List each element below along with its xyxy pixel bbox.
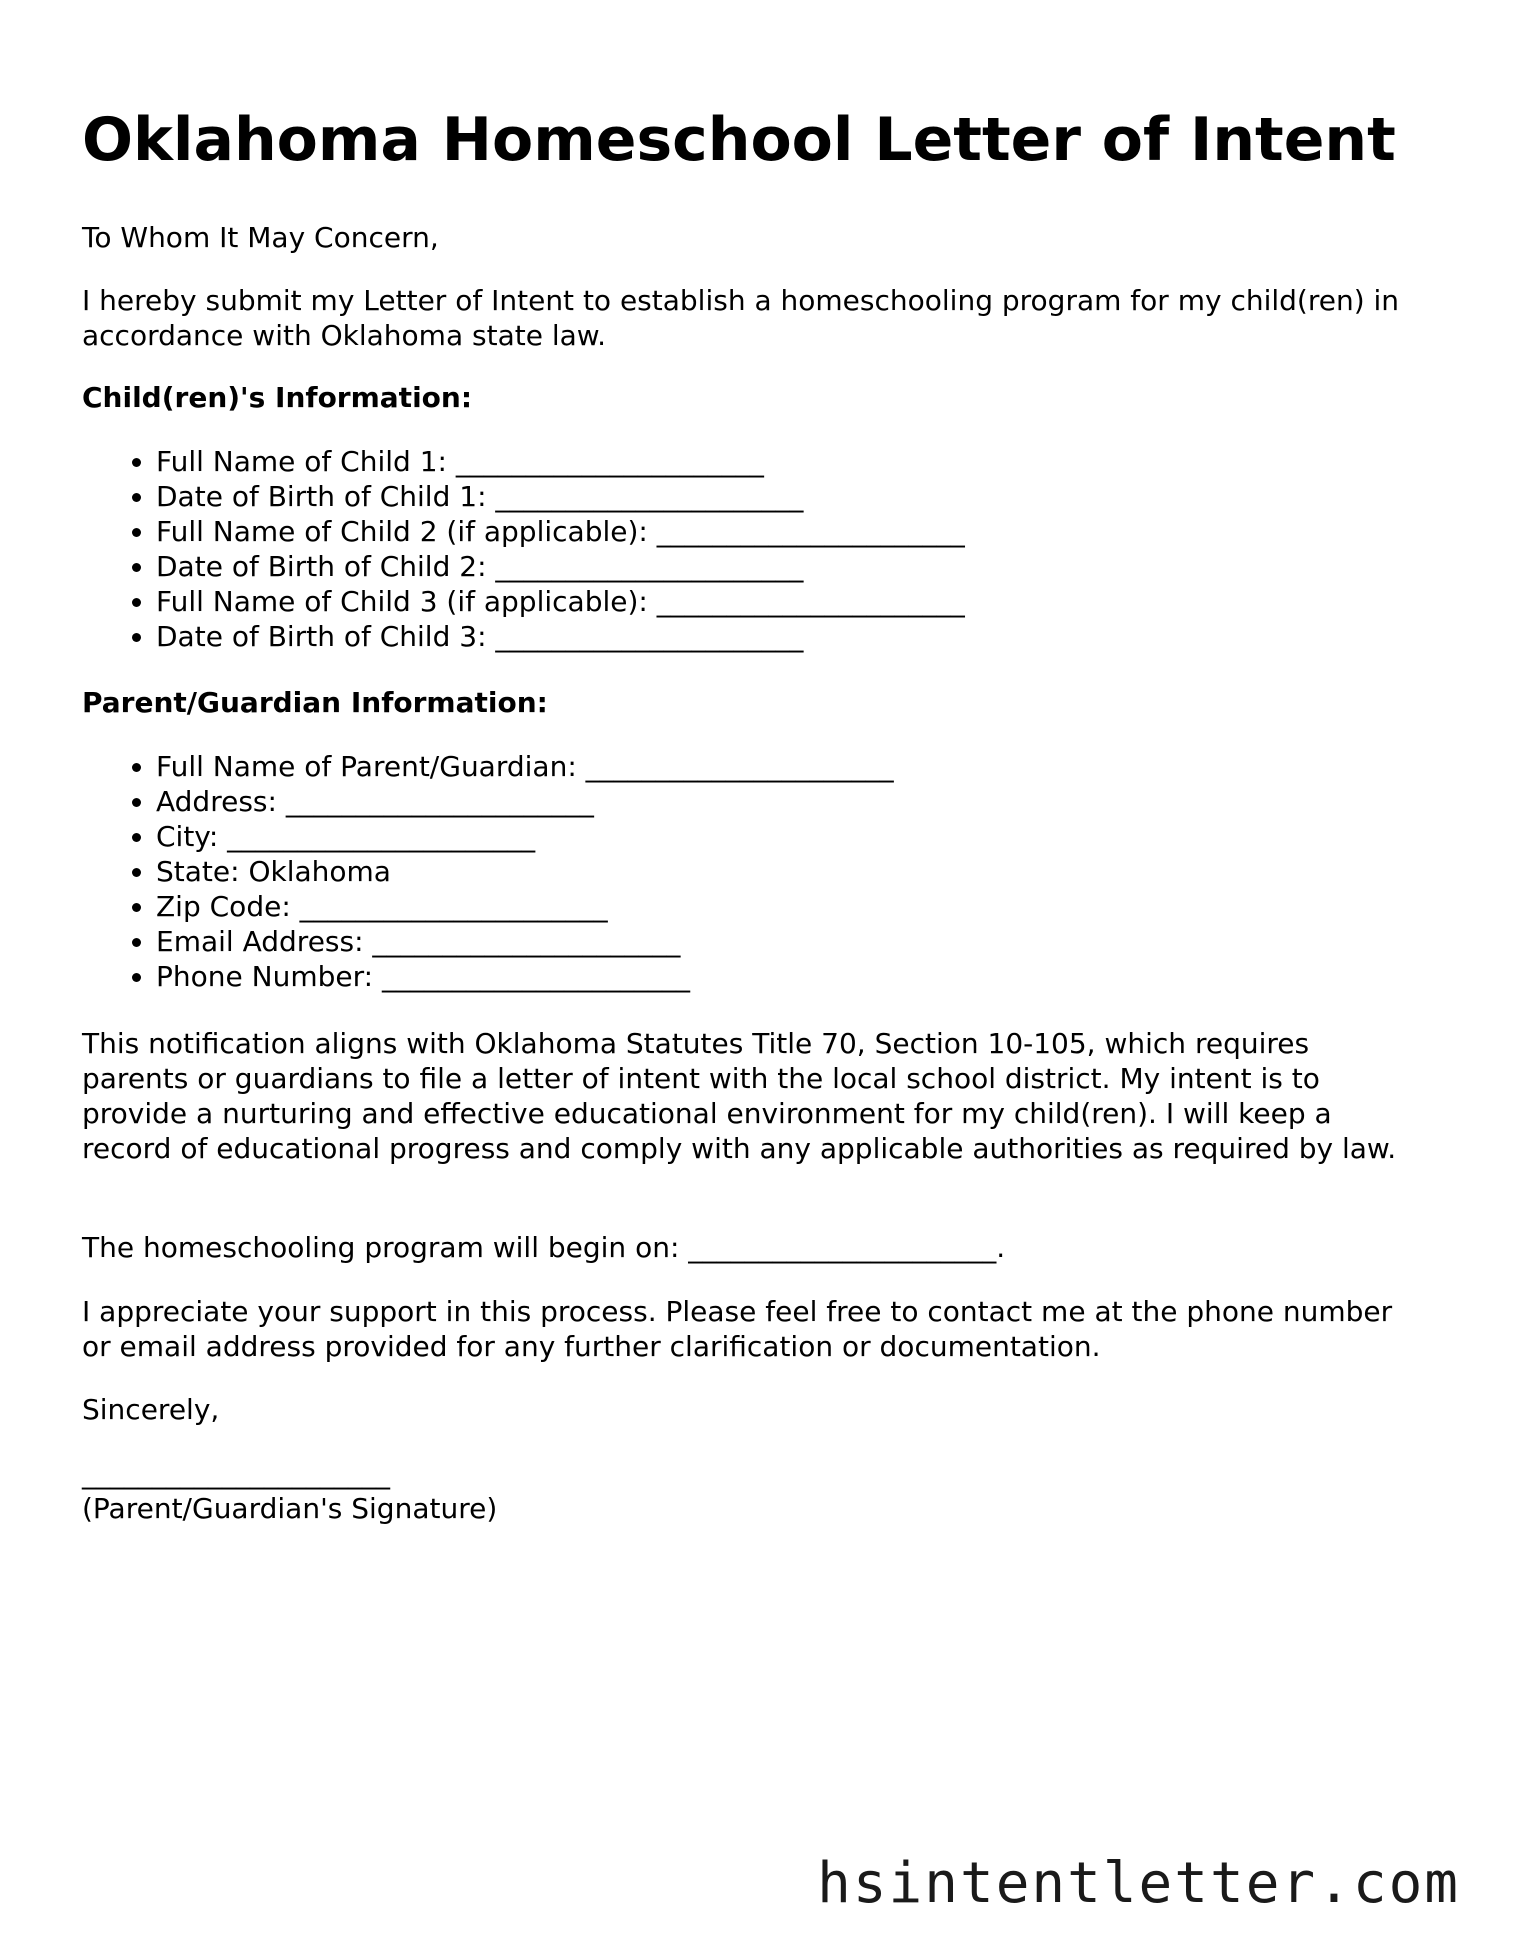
- intro-paragraph: I hereby submit my Letter of Intent to establish a homeschooling program for my child(ren) in accordance with Oklahoma state law.: [82, 284, 1400, 352]
- page-title: Oklahoma Homeschool Letter of Intent: [82, 105, 1396, 175]
- list-item-city: • City: ______________________: [156, 819, 894, 854]
- children-info-list: [82, 444, 965, 654]
- list-item-child1-name: • Full Name of Child 1: ______________________: [156, 444, 965, 479]
- list-item-parent-name: • Full Name of Parent/Guardian: ______________________: [156, 749, 894, 784]
- appreciation-paragraph: I appreciate your support in this process. Please feel free to contact me at the phone number or email address provided for any further clarification or documentation.: [82, 1295, 1393, 1363]
- parent-info-list: [82, 749, 894, 994]
- list-item-email: • Email Address: ______________________: [156, 924, 894, 959]
- list-item-child2-dob: • Date of Birth of Child 2: ______________________: [156, 549, 965, 584]
- list-item-state: • State: Oklahoma: [156, 854, 894, 889]
- list-item-child1-dob: • Date of Birth of Child 1: ______________________: [156, 479, 965, 514]
- closing: Sincerely,: [82, 1393, 220, 1426]
- list-item-child2-name: • Full Name of Child 2 (if applicable): ______________________: [156, 514, 965, 549]
- begin-date-line: The homeschooling program will begin on: ______________________.: [82, 1231, 1006, 1264]
- salutation: To Whom It May Concern,: [82, 221, 439, 254]
- list-item-address: • Address: ______________________: [156, 784, 894, 819]
- notification-paragraph: This notification aligns with Oklahoma Statutes Title 70, Section 10-105, which requires parents or guardians to file a letter of intent with the local school district. My intent is to provide a nurturing and effective educational environment for my child(ren). I will keep a record of educational progress and comply with any applicable authorities as required by law.: [82, 1027, 1397, 1165]
- footer-brand: hsintentletter.com: [817, 1851, 1460, 1916]
- list-item-zip: • Zip Code: ______________________: [156, 889, 894, 924]
- list-item-child3-name: • Full Name of Child 3 (if applicable): ______________________: [156, 584, 965, 619]
- signature-blank: ______________________: [82, 1457, 390, 1490]
- children-section-heading: Child(ren)'s Information:: [82, 381, 473, 414]
- list-item-phone: • Phone Number: ______________________: [156, 959, 894, 994]
- parent-section-heading: Parent/Guardian Information:: [82, 686, 548, 719]
- list-item-child3-dob: • Date of Birth of Child 3: ______________________: [156, 619, 965, 654]
- signature-label: (Parent/Guardian's Signature): [82, 1492, 498, 1525]
